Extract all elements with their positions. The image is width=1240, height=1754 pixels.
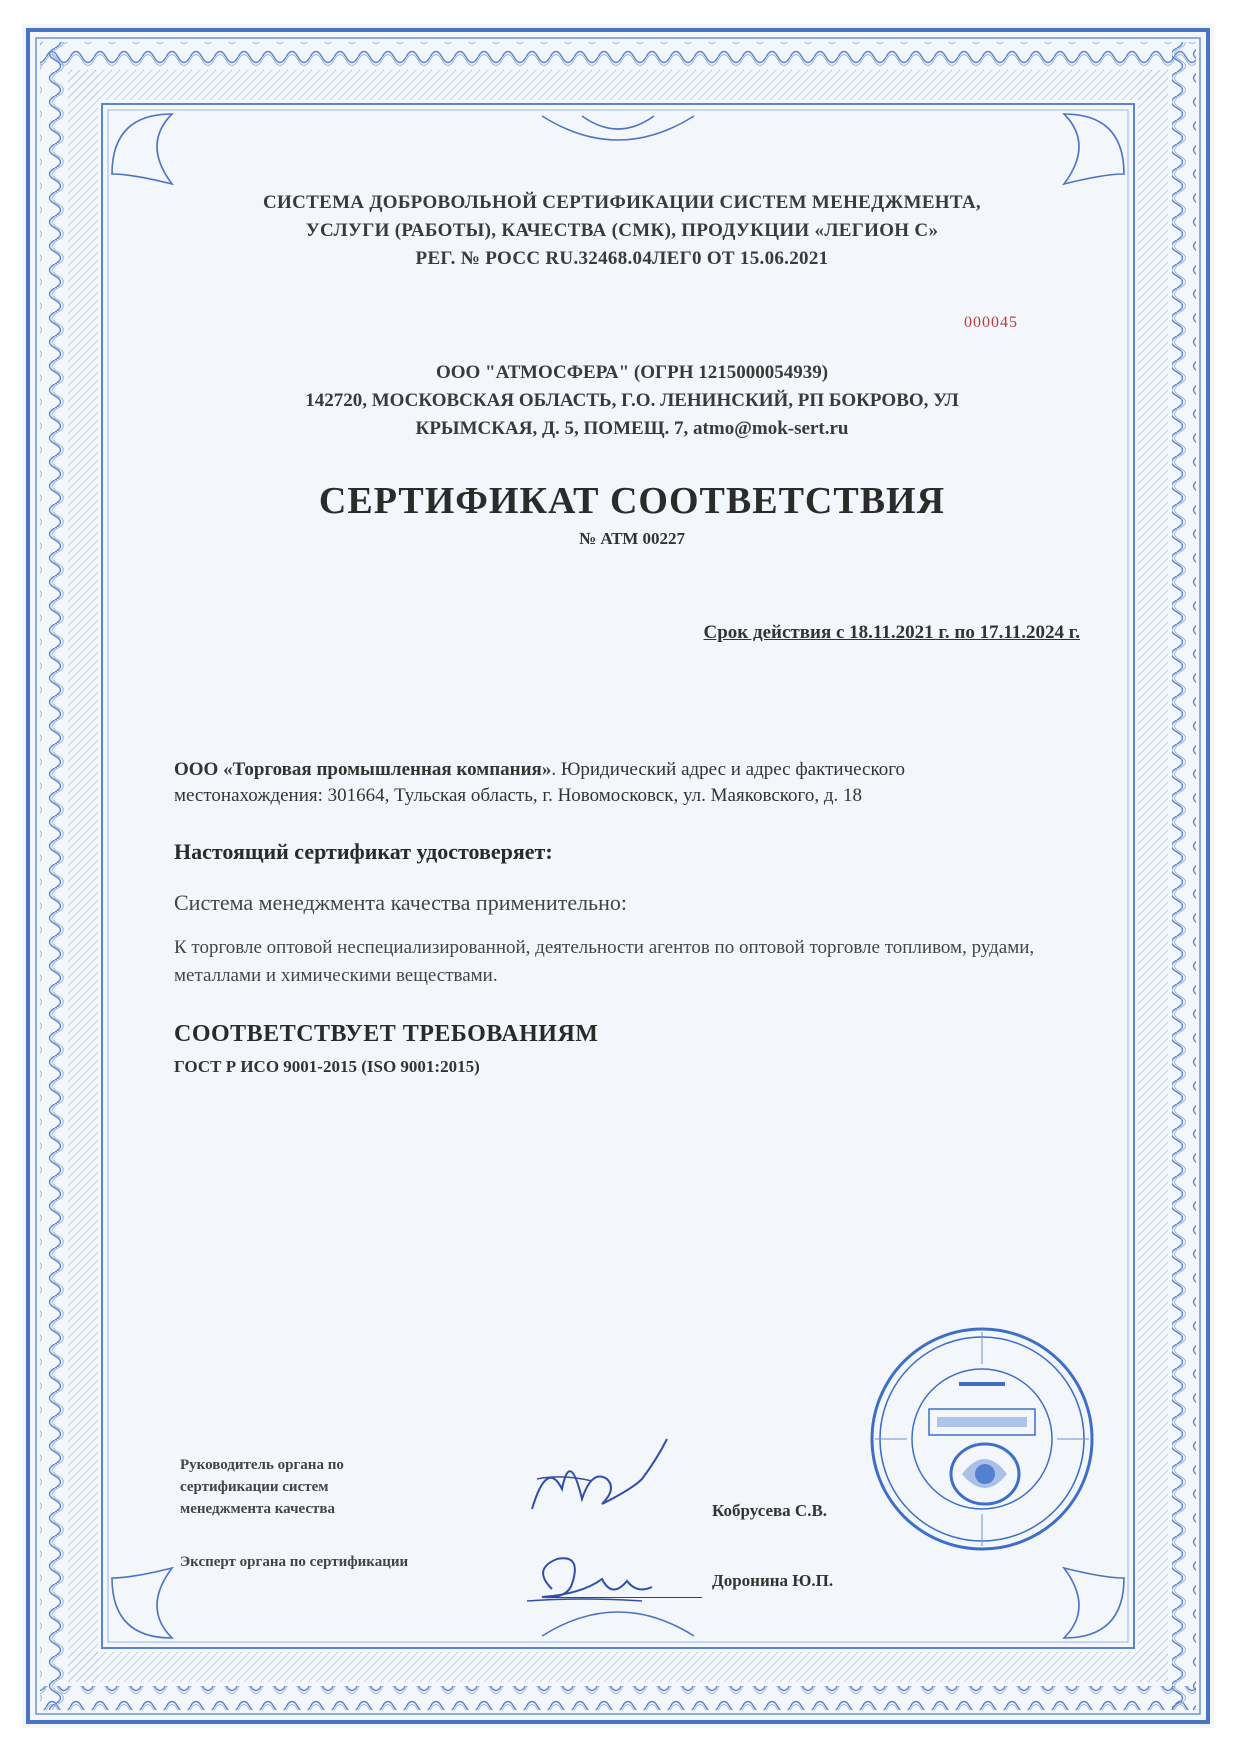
holder-name: ООО «Торговая промышленная компания» <box>174 759 552 780</box>
validity-period: Срок действия с 18.11.2021 г. по 17.11.2024 г. <box>703 622 1080 643</box>
org-line: ООО "АТМОСФЕРА" (ОГРН 1215000054939) <box>435 362 829 383</box>
signatory-name-head: Кобрусева С.В. <box>712 1501 828 1520</box>
signatory-role-head: Руководитель органа по сертификации систем менеджмента качества <box>180 1457 344 1517</box>
issuing-system-header <box>172 189 1072 273</box>
registry-code: 000045 <box>964 314 1018 331</box>
signature-expert <box>522 1539 672 1619</box>
standard-reference: ГОСТ Р ИСО 9001-2015 (ISO 9001:2015) <box>174 1057 480 1076</box>
holder-address: . Юридический адрес и адрес фактического местонахождения: 301664, Тульская область, г. Новомосковск, ул. Маяковского, д. 18 <box>174 759 906 806</box>
certificate-holder <box>174 757 1034 809</box>
signature-line <box>552 1597 702 1598</box>
certifies-label: Настоящий сертификат удостоверяет: <box>174 839 553 864</box>
header-line: СИСТЕМА ДОБРОВОЛЬНОЙ СЕРТИФИКАЦИИ СИСТЕМ МЕНЕДЖМЕНТА, <box>263 192 981 213</box>
header-line: РЕГ. № РОСС RU.32468.04ЛЕГ0 ОТ 15.06.2021 <box>415 248 829 269</box>
signatory-role-expert: Эксперт органа по сертификации <box>180 1554 409 1570</box>
header-line: УСЛУГИ (РАБОТЫ), КАЧЕСТВА (СМК), ПРОДУКЦИИ «ЛЕГИОН С» <box>305 220 939 241</box>
signature-head <box>522 1419 672 1529</box>
org-line: КРЫМСКАЯ, Д. 5, ПОМЕЩ. 7, atmo@mok-sert.ru <box>415 418 849 439</box>
certificate-number: № АТМ 00227 <box>578 529 686 548</box>
certification-body <box>182 359 1082 443</box>
management-system-line: Система менеджмента качества применительно: <box>174 890 627 915</box>
org-line: 142720, МОСКОВСКАЯ ОБЛАСТЬ, Г.О. ЛЕНИНСКИЙ, РП БОКРОВО, УЛ <box>305 390 959 411</box>
certificate-sheet <box>22 24 1214 1728</box>
signatory-name-expert: Доронина Ю.П. <box>712 1571 834 1590</box>
official-seal-stamp <box>867 1324 1097 1554</box>
certificate-content <box>22 24 1214 1728</box>
certificate-title: СЕРТИФИКАТ СООТВЕТСТВИЯ <box>318 480 946 522</box>
certification-scope: К торговле оптовой неспециализированной, деятельности агентов по оптовой торговле топливом, рудами, металлами и химическими веществами. <box>174 937 1035 986</box>
complies-label: СООТВЕТСТВУЕТ ТРЕБОВАНИЯМ <box>174 1021 599 1047</box>
